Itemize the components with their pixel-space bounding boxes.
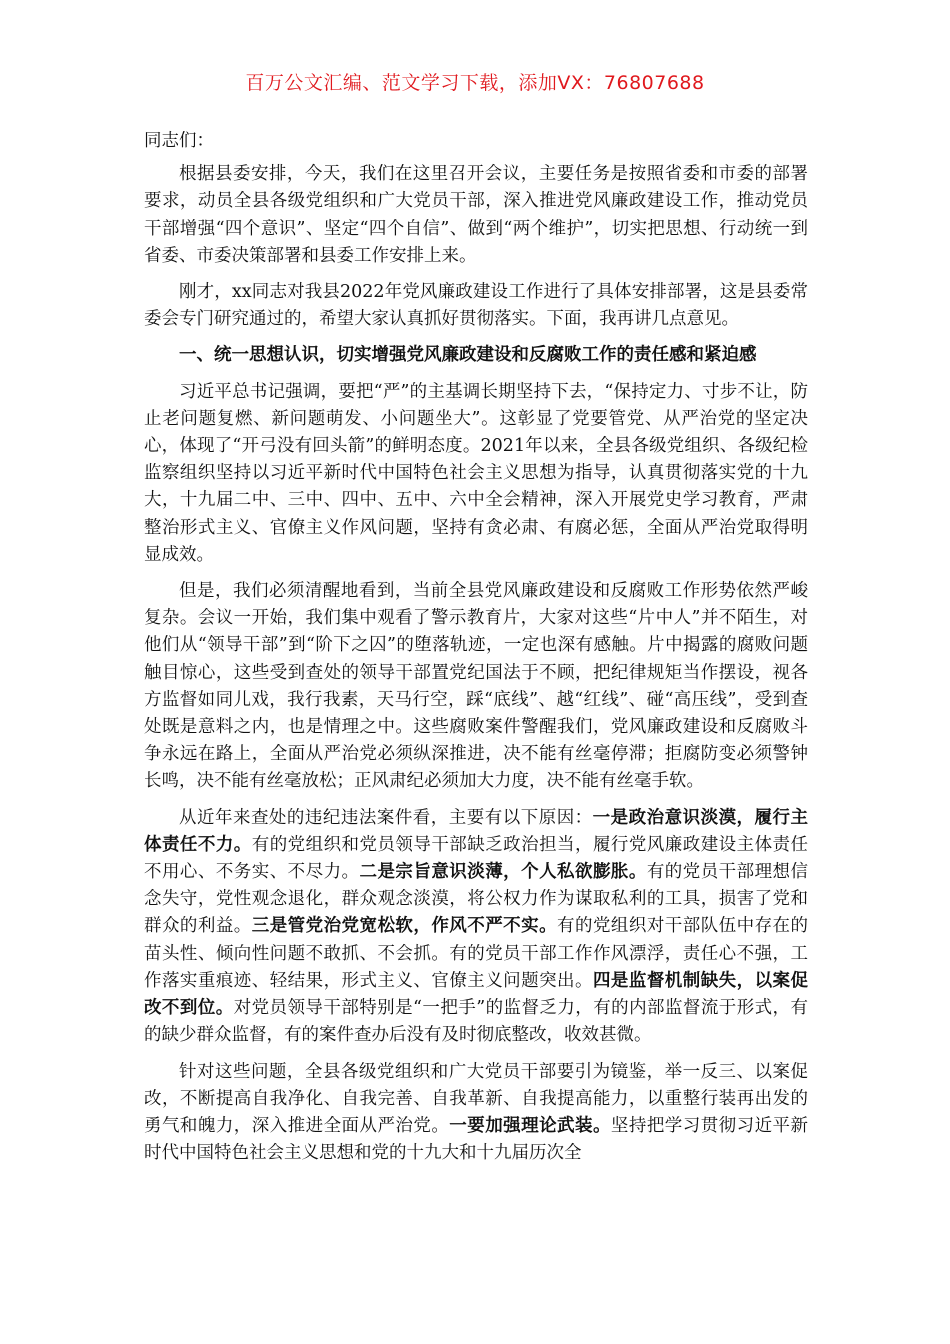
measure-1-text: 坚持把学习贯彻习近平新时代中国特色社会主义思想和党的十九大和十九届历次全 [144,1115,809,1164]
measures-intro: 针对这些问题，全县各级党组织和广大党员干部要引为镜鉴，举一反三、以案促改，不断提高自我净化、自我完善、自我革新、自我提高能力，以重整行装再出发的勇气和魄力，深入推进全面从严治党。 [144,1061,808,1136]
cause-2-text: 有的党员干部理想信念失守，党性观念退化，群众观念淡漠，将公权力作为谋取私利的工具，损害了党和群众的利益。 [144,862,809,937]
cause-1-bold: 一是政治意识淡漠，履行主体责任不力。 [144,807,809,855]
salutation: 同志们： [144,131,214,151]
section-heading-1: 一、统一思想认识，切实增强党风廉政建设和反腐败工作的责任感和紧迫感 [179,345,757,366]
paragraph-arrangement: 刚才，xx同志对我县2022年党风廉政建设工作进行了具体安排部署，这是县委常委会专门研究通过的，希望大家认真抓好贯彻落实。下面，我再讲几点意见。 [144,282,808,330]
paragraph-causes [144,805,808,1050]
paragraph-measures [144,1059,808,1168]
paragraph-situation: 但是，我们必须清醒地看到，当前全县党风廉政建设和反腐败工作形势依然严峻复杂。会议一开始，我们集中观看了警示教育片，大家对这些“片中人”并不陌生，对他们从“领导干部”到“阶下之囚”的堕落轨迹，一定也深有感触。片中揭露的腐败问题触目惊心，这些受到查处的领导干部置党纪国法于不顾，把纪律规矩当作摆设，视各方监督如同儿戏，我行我素，天马行空，踩“底线”、越“红线”、碰“高压线”，受到查处既是意料之内，也是情理之中。这些腐败案件警醒我们，党风廉政建设和反腐败斗争永远在路上，全面从严治党必须纵深推进，决不能有丝毫停滞；拒腐防变必须警钟长鸣，决不能有丝毫放松；正风肃纪必须加大力度，决不能有丝毫手软。 [144,581,808,792]
cause-3-bold: 三是管党治党宽松软，作风不严不实。 [251,916,558,937]
download-banner: 百万公文汇编、范文学习下载，添加VX：76807688 [245,72,705,94]
causes-intro: 从近年来查处的违纪违法案件看，主要有以下原因： [179,807,593,828]
cause-1-text: 有的党组织和党员领导干部缺乏政治担当，履行党风廉政建设主体责任不用心、不务实、不尽力。 [144,834,808,883]
paragraph-xi-emphasis: 习近平总书记强调，要把“严”的主基调长期坚持下去，“保持定力、寸步不让，防止老问题复燃、新问题萌发、小问题坐大”。这彰显了党要管党、从严治党的坚定决心，体现了“开弓没有回头箭”的鲜明态度。2021年以来，全县各级党组织、各级纪检监察组织坚持以习近平新时代中国特色社会主义思想为指导，认真贯彻落实党的十九大，十九届二中、三中、四中、五中、六中全会精神，深入开展党史学习教育，严肃整治形式主义、官僚主义作风问题，坚持有贪必肃、有腐必惩，全面从严治党取得明显成效。 [144,381,808,565]
measure-1-bold: 一要加强理论武装。 [449,1115,611,1136]
cause-4-bold: 四是监督机制缺失，以案促改不到位。 [144,970,809,1019]
paragraph-intro: 根据县委安排，今天，我们在这里召开会议，主要任务是按照省委和市委的部署要求，动员全县各级党组织和广大党员干部，深入推进党风廉政建设工作，推动党员干部增强“四个意识”、坚定“四个自信”、做到“两个维护”，切实把思想、行动统一到省委、市委决策部署和县委工作安排上来。 [144,164,808,266]
speech-body [144,128,808,1176]
cause-3-text: 有的党组织对干部队伍中存在的苗头性、倾向性问题不敢抓、不会抓。有的党员干部工作作风漂浮，责任心不强，工作落实重痕迹、轻结果，形式主义、官僚主义问题突出。 [144,916,809,991]
cause-4-text: 对党员领导干部特别是“一把手”的监督乏力，有的内部监督流于形式，有的缺少群众监督，有的案件查办后没有及时彻底整改，收效甚微。 [144,998,808,1046]
cause-2-bold: 二是宗旨意识淡薄，个人私欲膨胀。 [359,862,647,883]
